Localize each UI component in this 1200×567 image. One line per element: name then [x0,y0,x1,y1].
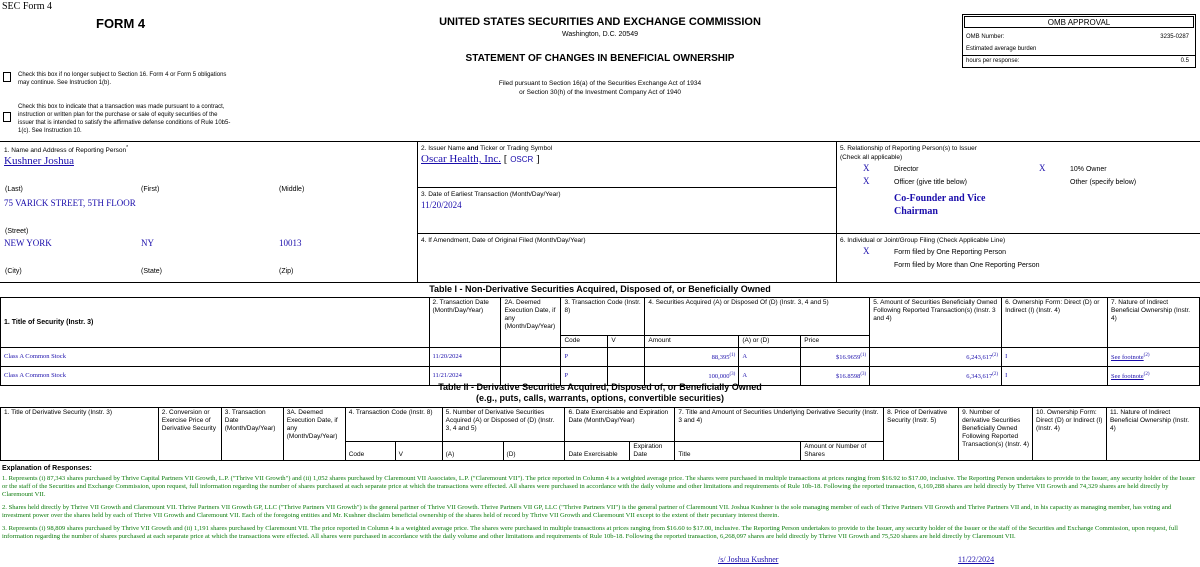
officer-mark: X [863,176,870,186]
last-label: (Last) [5,186,23,193]
more-persons-label: Form filed by More than One Reporting Person [894,262,1040,269]
box5-sublabel: (Check all applicable) [840,154,903,161]
ten-pct-owner-mark: X [1039,163,1046,173]
box6-label: 6. Individual or Joint/Group Filing (Check Applicable Line) [840,237,1006,244]
t2-col-form: 10. Ownership Form: Direct (D) or Indirect (I) (Instr. 4) [1033,408,1107,461]
t1-sub-v: V [608,336,645,348]
row1-aord: A [739,348,801,367]
no-longer-subject-checkbox[interactable] [3,72,11,84]
t1-sub-amount: Amount [645,336,739,348]
t2-col-number: 5. Number of Derivative Securities Acquired (A) or Disposed of (D) (Instr. 3, 4 and 5) [442,408,565,442]
rule-10b5-text: Check this box to indicate that a transaction was made pursuant to a contract, instruction or written plan for the purchase or sale of equity securities of the issuer that is intended to satisfy the affirmative defense conditions of Rule 10b5-1(c). See Instruction 10. [18,104,231,134]
footnote-3: 3. Represents (i) 98,809 shares purchased by Thrive VII Growth and (ii) 1,191 shares purchased by Claremount VII. The price reported in Column 4 is a weighted average price. The shares were purchased in multiple transactions at prices ranging from $16.60 to $17.00, inclusive. The Reporting Person undertakes to provide to the Issuer, any security holder of the Issuer or the staff of the Securities and Exchange Commission, upon request, full information regarding the number of shares purchased at each separate price at which the transactions were effected. All shares were purchased in accordance with the daily volume and other limitations and requirements of Rule 10b-18. Following the reported transaction, 6,268,097 shares are held directly by Thrive VII Growth and 75,520 shares are held directly by Claremount VII. [2,525,1178,540]
row2-date: 11/21/2024 [429,367,501,386]
box1-label: 1. Name and Address of Reporting Person* [4,145,129,155]
t1-sub-code: Code [561,336,608,348]
footnote-1: 1. Represents (i) 87,343 shares purchased by Thrive Capital Partners VII Growth, L.P. ("Thrive VII Growth") and (ii) 1,052 shares purchased by Claremount VII Associates, L.P. ("Claremount VII"). The price reported in Column 4 is a weighted average price. The shares were purchased in multiple transactions at prices ranging from $16.92 to $17.00, inclusive. The Reporting Person undertakes to provide to the Issuer, any security holder of the Issuer or the staff of the Securities and Exchange Commission, upon request, full information regarding the number of shares purchased at each separate price at which the transactions were effected. All shares were purchased in accordance with the daily volume and other limitations and requirements of Rule 10b-18. Following the reported transaction, 6,169,288 shares are held directly by Thrive VII Growth and 74,329 shares are held directly by Claremount VII. [2,475,1196,498]
t1-col-date: 2. Transaction Date (Month/Day/Year) [429,298,501,348]
middle-label: (Middle) [279,186,305,193]
box5-label: 5. Relationship of Reporting Person(s) to Issuer [840,145,977,152]
row2-code: P [561,367,608,386]
row2-nature[interactable]: See footnote$^{(2)}$ [1108,367,1200,386]
reporting-person-name-link[interactable]: Kushner Joshua [4,155,74,167]
t1-sub-price: Price [801,336,870,348]
omb-number-label: OMB Number: [966,34,1005,40]
t2-col-price: 8. Price of Derivative Security (Instr. 5) [884,408,959,461]
issuer-name-link[interactable]: Oscar Health, Inc. [421,153,502,165]
t2-sub-a: (A) [442,442,503,461]
t2-sub-v: V [395,442,442,461]
row2-amount: 100,000$^{(3)}$ [645,367,739,386]
rule-10b5-checkbox[interactable] [3,112,11,124]
row1-title: Class A Common Stock [1,348,430,367]
signature-name: /s/ Joshua Kushner [718,555,779,564]
street-value: 75 VARICK STREET, 5TH FLOOR [4,198,136,208]
box2-label: 2. Issuer Name and Ticker or Trading Symbol [421,145,553,152]
row1-nature[interactable]: See footnote$^{(2)}$ [1108,348,1200,367]
signature-date: 11/22/2024 [958,555,995,564]
t2-sub-d: (D) [503,442,565,461]
row2-form: I [1002,367,1108,386]
t2-sub-code: Code [345,442,395,461]
earliest-transaction-date: 11/20/2024 [421,200,462,210]
boxes-top-rule [0,141,1200,142]
officer-label: Officer (give title below) [894,179,968,186]
box4-label: 4. If Amendment, Date of Original Filed (Month/Day/Year) [421,237,586,244]
t2-col-title: 1. Title of Derivative Security (Instr. 3) [1,408,159,461]
first-label: (First) [141,186,160,193]
row2-price: $16.8598$^{(3)}$ [801,367,870,386]
t1-sub-aord: (A) or (D) [739,336,801,348]
t1-col-title: 1. Title of Security (Instr. 3) [1,298,430,348]
omb-hours: 0.5 [1180,58,1189,64]
omb-number: 3235-0287 [1160,34,1189,40]
filed-line-1: Filed pursuant to Section 16(a) of the Securities Exchange Act of 1934 [498,80,702,87]
state-label: (State) [141,268,163,275]
zip-label: (Zip) [279,268,294,275]
omb-burden-label: Estimated average burden [966,46,1037,52]
table2-title: Table II - Derivative Securities Acquired, Disposed of, or Beneficially Owned [438,382,762,392]
one-person-label: Form filed by One Reporting Person [894,249,1007,256]
form-title: FORM 4 [96,16,146,31]
state-value: NY [141,238,154,248]
t2-col-date: 3. Transaction Date (Month/Day/Year) [221,408,283,461]
row1-date: 11/20/2024 [429,348,501,367]
t1-col-code: 3. Transaction Code (Instr. 8) [561,298,645,336]
filed-line-2: or Section 30(h) of the Investment Company Act of 1940 [519,89,681,96]
ticker-symbol: OSCR [510,155,534,164]
table2-subtitle: (e.g., puts, calls, warrants, options, convertible securities) [475,393,725,403]
t1-col-owned: 5. Amount of Securities Beneficially Owned Following Reported Transaction(s) (Instr. 3 and 4) [870,298,1002,348]
table2 [0,407,1200,461]
table1-title: Table I - Non-Derivative Securities Acquired, Disposed of, or Beneficially Owned [429,284,771,294]
table-row [1,348,1200,367]
one-person-mark: X [863,246,870,256]
officer-title: Co-Founder and Vice Chairman [894,193,986,217]
sec-form-label: SEC Form 4 [2,1,53,12]
t1-col-form: 6. Ownership Form: Direct (D) or Indirect (I) (Instr. 4) [1002,298,1108,348]
t2-col-deemed: 3A. Deemed Execution Date, if any (Month/Day/Year) [283,408,345,461]
box3-label: 3. Date of Earliest Transaction (Month/Day/Year) [421,191,561,198]
issuer-line: Oscar Health, Inc. [ OSCR ] [421,153,540,165]
city-value: NEW YORK [4,238,52,248]
no-longer-subject-text: Check this box if no longer subject to Section 16. Form 4 or Form 5 obligations may continue. See Instruction 1(b). [18,72,227,86]
t1-col-nature: 7. Nature of Indirect Beneficial Ownership (Instr. 4) [1108,298,1200,348]
table1 [0,297,1200,386]
row2-title: Class A Common Stock [1,367,430,386]
zip-value: 10013 [279,238,302,248]
row1-amount: 88,395$^{(1)}$ [645,348,739,367]
omb-title: OMB APPROVAL [964,16,1194,28]
t1-col-acquired: 4. Securities Acquired (A) or Disposed Of (D) (Instr. 3, 4 and 5) [645,298,870,336]
statement-title: STATEMENT OF CHANGES IN BENEFICIAL OWNERSHIP [465,53,735,64]
t2-sub-title: Title [675,442,801,461]
t2-col-exercisable: 6. Date Exercisable and Expiration Date (Month/Day/Year) [565,408,675,442]
commission-name: UNITED STATES SECURITIES AND EXCHANGE COMMISSION [439,16,761,28]
commission-location: Washington, D.C. 20549 [561,31,638,38]
t2-col-owned: 9. Number of derivative Securities Beneficially Owned Following Reported Transaction(s) (Instr. 4) [959,408,1033,461]
explanation-heading: Explanation of Responses: [2,465,92,472]
t2-col-nature: 11. Nature of Indirect Beneficial Ownership (Instr. 4) [1106,408,1199,461]
other-label: Other (specify below) [1070,179,1137,186]
row1-code: P [561,348,608,367]
director-mark: X [863,163,870,173]
omb-approval-box [962,14,1196,68]
footnote-2: 2. Shares held directly by Thrive VII Growth and Claremount VII. Thrive Partners VII Growth GP, LLC ("Thrive Partners VII Growth") is the general partner of Thrive VII Growth. Thrive Partners VII GP, LLC ("Thrive Partners VII") is the general partner of Claremount VII. Joshua Kushner is the sole managing member of each of Thrive Partners VII Growth and Thrive Partners VII and, in his capacity as managing member, has voting and investment power over the shares held by each of Thrive VII Growth and Claremount VII. Each of the foregoing entities and Mr. Kushner disclaim beneficial ownership of the shares held of record by Thrive VII Growth and Claremount VII except to the extent of their pecuniary interest therein. [2,504,1172,519]
row1-form: I [1002,348,1108,367]
t2-col-code: 4. Transaction Code (Instr. 8) [345,408,442,442]
t1-col-deemed: 2A. Deemed Execution Date, if any (Month/Day/Year) [501,298,561,348]
t2-sub-expiration: Expiration Date [630,442,675,461]
ten-pct-owner-label: 10% Owner [1070,166,1107,173]
omb-hours-label: hours per response: [966,58,1020,64]
row1-price: $16.9659$^{(1)}$ [801,348,870,367]
t2-sub-exercisable: Date Exercisable [565,442,630,461]
t2-col-underlying: 7. Title and Amount of Securities Underlying Derivative Security (Instr. 3 and 4) [675,408,884,442]
city-label: (City) [5,268,22,275]
row2-aord: A [739,367,801,386]
t2-col-conversion: 2. Conversion or Exercise Price of Derivative Security [158,408,221,461]
street-label: (Street) [5,228,29,235]
t2-sub-amount: Amount or Number of Shares [801,442,884,461]
row1-owned: 6,243,617$^{(2)}$ [870,348,1002,367]
row2-owned: 6,343,617$^{(2)}$ [870,367,1002,386]
director-label: Director [894,166,919,173]
